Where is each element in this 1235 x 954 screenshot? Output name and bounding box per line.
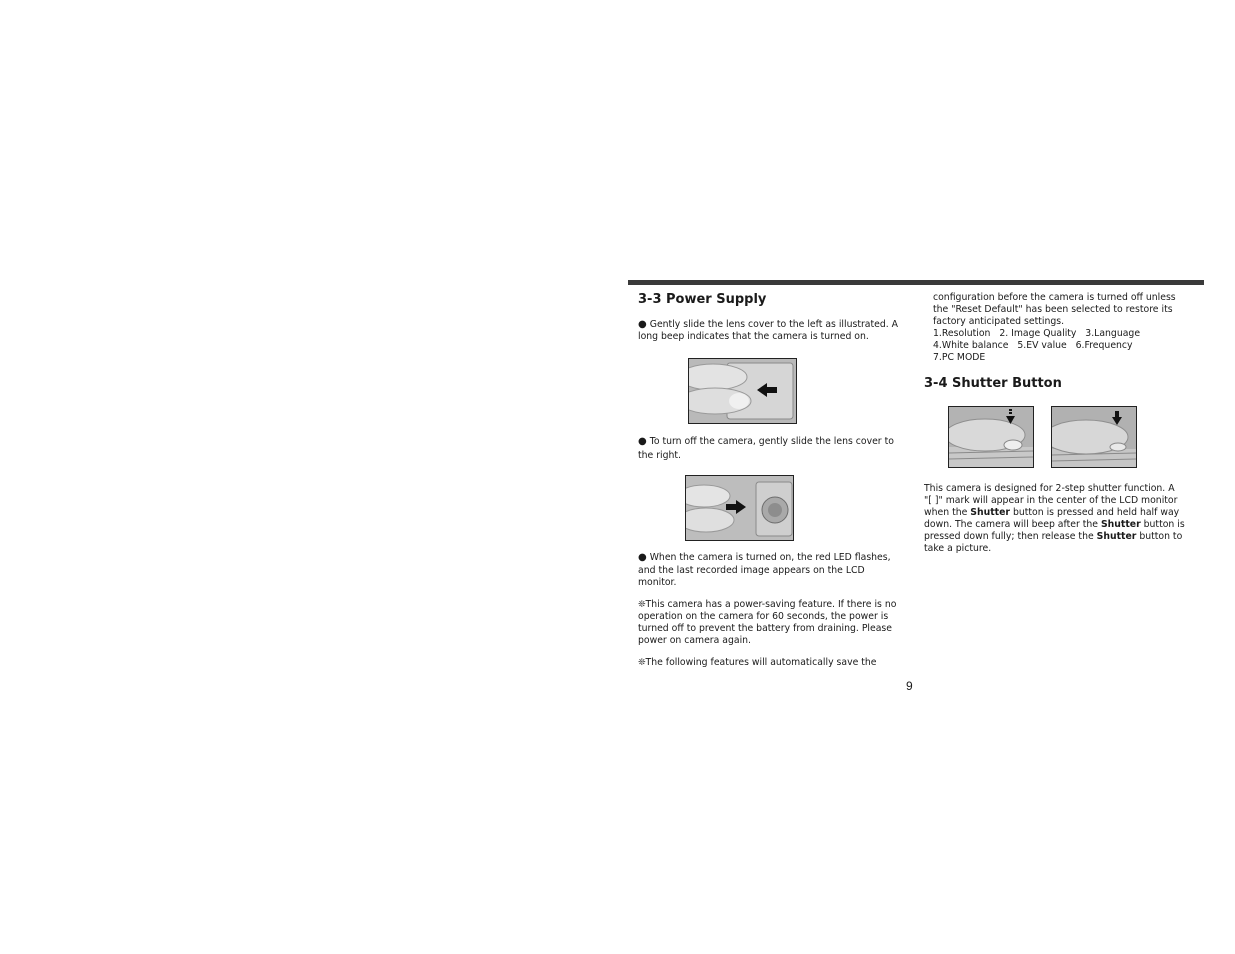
page-number: 9 bbox=[906, 679, 913, 693]
header-rule bbox=[628, 280, 1204, 285]
bullet-icon: ● bbox=[638, 436, 647, 447]
shutter-half-press-photo bbox=[948, 406, 1034, 468]
section-heading-power-supply: 3-3 Power Supply bbox=[638, 292, 767, 307]
shutter-description: This camera is designed for 2-step shutter function. A "[ ]" mark will appear in the center of the LCD monitor when the Shutter button is pressed and held half way down. The camera will beep after the Shutter button is pressed down fully; then release the Shutter button to take a picture. bbox=[924, 483, 1185, 554]
bullet-turn-off: ● To turn off the camera, gently slide the lens cover to the right. bbox=[638, 436, 894, 461]
shutter-bold-term: Shutter bbox=[1096, 531, 1137, 542]
note-auto-save: ❊The following features will automatically save the bbox=[638, 657, 877, 668]
bullet-icon: ● bbox=[638, 552, 647, 563]
lens-cover-slide-right-photo bbox=[685, 475, 794, 541]
shutter-bold-term: Shutter bbox=[1100, 519, 1141, 530]
bullet-led-flashes: ● When the camera is turned on, the red LED flashes, and the last recorded image appears on the LCD monitor. bbox=[638, 552, 891, 588]
shutter-bold-term: Shutter bbox=[970, 507, 1010, 518]
note-icon: ❊ bbox=[638, 658, 646, 668]
auto-save-continued: configuration before the camera is turned off unless the "Reset Default" has been selected to restore its factory anticipated settings. 1.Resolution 2. Image Quality 3.Language 4.White balance 5.EV value 6.Frequency 7.PC MODE bbox=[933, 292, 1176, 363]
bullet-turn-on: ● Gently slide the lens cover to the left as illustrated. A long beep indicates that the camera is turned on. bbox=[638, 319, 899, 342]
bullet-icon: ● bbox=[638, 319, 647, 330]
note-icon: ❊ bbox=[638, 600, 646, 610]
shutter-full-press-photo bbox=[1051, 406, 1137, 468]
section-heading-shutter-button: 3-4 Shutter Button bbox=[924, 376, 1062, 391]
lens-cover-slide-left-photo bbox=[688, 358, 797, 424]
note-power-saving: ❊This camera has a power-saving feature. If there is no operation on the camera for 60 seconds, the power is turned off to prevent the battery from draining. Please power on camera again. bbox=[638, 599, 897, 646]
